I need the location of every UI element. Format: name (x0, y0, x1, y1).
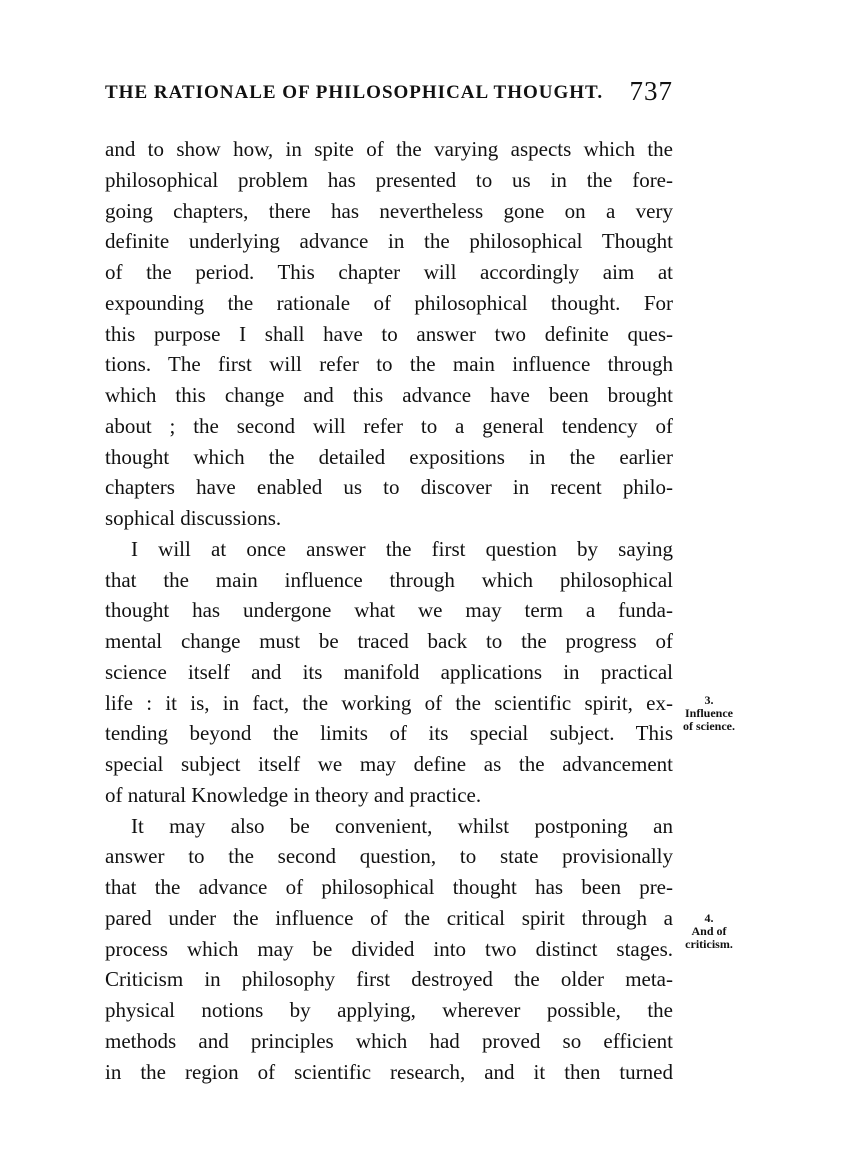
margin-note-line: And of (691, 924, 727, 938)
text-line: Criticism in philosophy first destroyed the older meta- (105, 967, 673, 992)
text-line: sophical discussions. (105, 506, 282, 530)
text-line: in the region of scientific research, and it then turned (105, 1059, 673, 1084)
margin-note-number: 4. (704, 911, 714, 925)
margin-note-line: of science. (683, 719, 735, 733)
text-line: definite underlying advance in the philosophical Thought (105, 229, 673, 254)
text-line: and to show how, in spite of the varying aspects which the (105, 137, 673, 161)
paragraph-3 (105, 811, 673, 1088)
margin-note-line: criticism. (685, 937, 733, 951)
text-line: I will at once answer the first question by saying (131, 536, 673, 561)
paragraph-2 (105, 534, 673, 811)
text-line: mental change must be traced back to the progress of (105, 629, 673, 653)
text-line: process which may be divided into two distinct stages. (105, 936, 673, 961)
text-line: special subject itself we may define as the advancement (105, 752, 673, 776)
text-line: of natural Knowledge in theory and practice. (105, 782, 482, 807)
text-line: life : it is, in fact, the working of the scientific spirit, ex- (105, 690, 673, 715)
margin-note-and-of-criticism (676, 912, 742, 951)
text-line: physical notions by applying, wherever possible, the (105, 998, 673, 1022)
page-header (105, 76, 673, 110)
text-line: this purpose I shall have to answer two definite ques- (105, 321, 673, 346)
margin-note-line: Influence (685, 706, 733, 720)
text-line: tions. The first will refer to the main influence through (105, 352, 673, 377)
text-line: that the advance of philosophical thought has been pre- (105, 875, 673, 899)
margin-note-influence-of-science (676, 694, 742, 733)
text-line: science itself and its manifold applications in practical (105, 659, 673, 684)
text-line: tending beyond the limits of its special subject. This (105, 721, 673, 746)
text-line: going chapters, there has nevertheless gone on a very (105, 198, 673, 223)
text-line: thought which the detailed expositions in the earlier (105, 444, 673, 469)
text-line: methods and principles which had proved so efficient (105, 1028, 673, 1053)
paragraph-1 (105, 134, 673, 534)
text-line: which this change and this advance have been brought (105, 383, 673, 407)
text-line: pared under the influence of the critical spirit through a (105, 905, 673, 930)
body-text (105, 134, 673, 1087)
margin-note-number: 3. (704, 693, 714, 707)
text-line: chapters have enabled us to discover in recent philo- (105, 475, 673, 500)
text-line: that the main influence through which philosophical (105, 567, 673, 592)
text-line: about ; the second will refer to a general tendency of (105, 413, 673, 438)
page-number: 737 (629, 76, 673, 106)
text-line: of the period. This chapter will accordingly aim at (105, 260, 673, 284)
text-line: expounding the rationale of philosophical thought. For (105, 290, 673, 315)
text-line: thought has undergone what we may term a funda- (105, 598, 673, 623)
text-line: answer to the second question, to state provisionally (105, 844, 673, 869)
running-title: THE RATIONALE OF PHILOSOPHICAL THOUGHT. (105, 82, 604, 103)
text-line: philosophical problem has presented to us in the fore- (105, 167, 673, 192)
text-line: It may also be convenient, whilst postponing an (131, 813, 673, 838)
